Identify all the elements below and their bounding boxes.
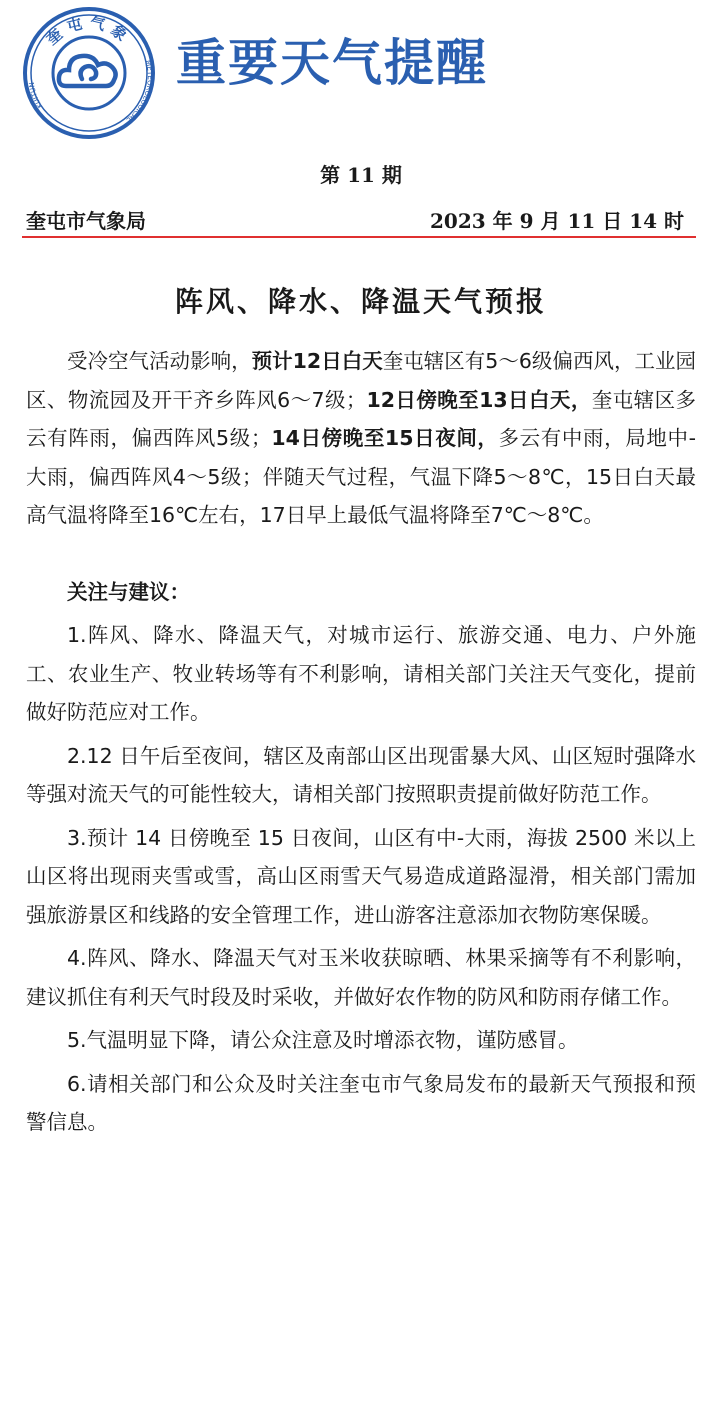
advice-item: 4.阵风、降水、降温天气对玉米收获晾晒、林果采摘等有不利影响，建议抓住有利天气时段及时采收，并做好农作物的防风和防雨存储工作。 bbox=[26, 946, 696, 1009]
logo-latin-right: METEOROLOGICAL bbox=[124, 59, 154, 124]
advice-item: 2.12 日午后至夜间，辖区及南部山区出现雷暴大风、山区短时强降水等强对流天气的可能性较大，请相关部门按照职责提前做好防范工作。 bbox=[26, 743, 696, 806]
cloud-icon bbox=[59, 56, 116, 86]
logo-ring-text: 奎屯气象 bbox=[42, 13, 136, 49]
forecast-text: 奎屯辖区多云有阵雨，偏西阵风5级； bbox=[26, 387, 696, 450]
meteorological-logo bbox=[22, 6, 156, 140]
forecast-paragraph bbox=[26, 342, 696, 535]
advice-item: 6.请相关部门和公众及时关注奎屯市气象局发布的最新天气预报和预警信息。 bbox=[26, 1071, 696, 1134]
forecast-text: 多云有中雨，局地中-大雨，偏西阵风4～5级；伴随天气过程，气温下降5～8℃，15日白天最高气温将降至16℃左右，17日早上最低气温将降至7℃～8℃。 bbox=[26, 426, 696, 527]
forecast-emphasis: 预计12日白天 bbox=[251, 349, 383, 373]
advice-item: 5.气温明显下降，请公众注意及时增添衣物，谨防感冒。 bbox=[67, 1028, 579, 1052]
issue-date: 2023 年 9 月 11 日 14 时 bbox=[430, 209, 684, 233]
forecast-emphasis: 12日傍晚至13日白天， bbox=[366, 387, 592, 412]
forecast-text: 奎屯辖区有5～6级偏西风，工业园区、物流园及开干齐乡阵风6～7级； bbox=[26, 349, 697, 412]
logo-latin-left: KUITUN bbox=[27, 81, 45, 110]
issue-number: 第 11 期 bbox=[320, 163, 402, 187]
advice-item: 3.预计 14 日傍晚至 15 日夜间，山区有中-大雨，海拔 2500 米以上山区将出现雨夹雪或雪，高山区雨雪天气易造成道路湿滑，相关部门需加强旅游景区和线路的安全管理工作，进山游客注意添加衣物防寒保暖。 bbox=[26, 825, 696, 927]
paragraph-spacer bbox=[26, 535, 696, 573]
issuing-organization: 奎屯市气象局 bbox=[26, 209, 146, 233]
advice-heading: 关注与建议： bbox=[67, 579, 190, 604]
forecast-emphasis: 14日傍晚至15日夜间， bbox=[271, 426, 499, 450]
report-title: 阵风、降水、降温天气预报 bbox=[174, 285, 547, 318]
forecast-text: 受冷空气活动影响， bbox=[67, 349, 252, 373]
header-divider bbox=[22, 236, 696, 238]
banner-title: 重要天气提醒 bbox=[176, 34, 488, 92]
svg-text:METEOROLOGICAL bbox=[125, 59, 154, 124]
report-body bbox=[26, 342, 696, 1142]
advice-item: 1.阵风、降水、降温天气，对城市运行、旅游交通、电力、户外施工、农业生产、牧业转场等有不利影响，请相关部门关注天气变化，提前做好防范应对工作。 bbox=[26, 623, 696, 724]
